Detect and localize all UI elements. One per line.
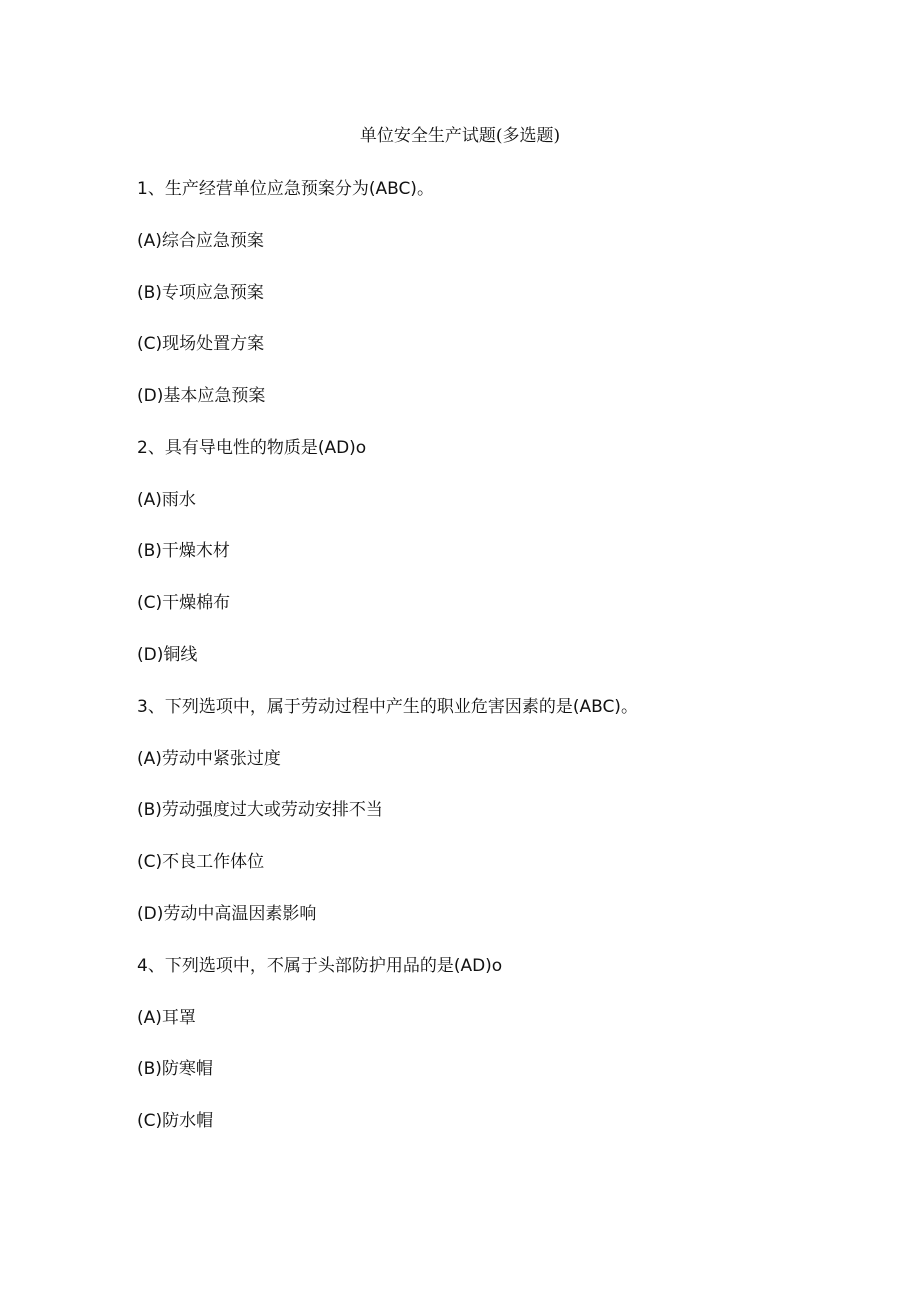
question-stem: 3、下列选项中，属于劳动过程中产生的职业危害因素的是(ABC)。: [137, 697, 638, 717]
answer-option: (B)劳动强度过大或劳动安排不当: [137, 800, 383, 820]
answer-option: (B)专项应急预案: [137, 283, 264, 303]
answer-option: (C)不良工作体位: [137, 852, 265, 872]
answer-option: (D)铜线: [137, 645, 198, 665]
answer-option: (D)基本应急预案: [137, 386, 266, 406]
answer-option: (A)综合应急预案: [137, 231, 264, 251]
answer-option: (C)干燥棉布: [137, 593, 231, 613]
document-title: 单位安全生产试题(多选题): [359, 126, 561, 146]
answer-option: (B)干燥木材: [137, 541, 230, 561]
answer-option: (A)耳罩: [137, 1008, 196, 1028]
answer-option: (B)防寒帽: [137, 1059, 213, 1079]
answer-option: (A)雨水: [137, 490, 196, 510]
answer-option: (C)防水帽: [137, 1111, 214, 1131]
answer-option: (A)劳动中紧张过度: [137, 749, 281, 769]
question-stem: 2、具有导电性的物质是(AD)o: [137, 438, 367, 458]
answer-option: (C)现场处置方案: [137, 334, 265, 354]
answer-option: (D)劳动中高温因素影响: [137, 904, 317, 924]
question-stem: 4、下列选项中，不属于头部防护用品的是(AD)o: [137, 956, 503, 976]
question-stem: 1、生产经营单位应急预案分为(ABC)。: [137, 179, 434, 199]
